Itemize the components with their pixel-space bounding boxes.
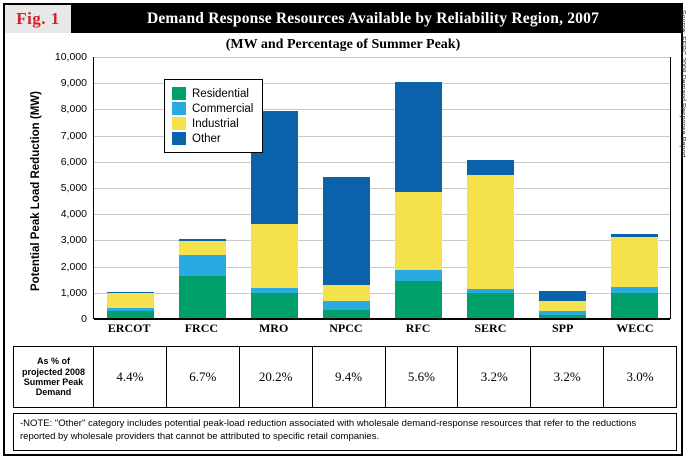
percent-cell: 3.2% bbox=[458, 347, 531, 407]
stacked-bar[interactable] bbox=[611, 234, 658, 318]
bar-segment-residential bbox=[251, 293, 298, 318]
x-tick-label: ERCOT bbox=[107, 321, 151, 335]
stacked-bar[interactable] bbox=[179, 239, 226, 318]
x-tick-label: NPCC bbox=[329, 321, 363, 335]
bar-segment-residential bbox=[539, 315, 586, 318]
bar-segment-industrial bbox=[251, 224, 298, 288]
bar-segment-industrial bbox=[107, 293, 154, 309]
stacked-bar[interactable] bbox=[395, 82, 442, 318]
legend-label-industrial: Industrial bbox=[192, 117, 239, 130]
percent-cell: 5.6% bbox=[386, 347, 459, 407]
x-tick-label: SERC bbox=[474, 321, 507, 335]
y-tick-label: 1,000 bbox=[60, 286, 87, 299]
percent-cell: 20.2% bbox=[240, 347, 313, 407]
legend-item bbox=[172, 87, 253, 100]
bar-cell bbox=[454, 57, 526, 318]
x-tick-label: MRO bbox=[258, 321, 289, 335]
percent-table-cells bbox=[94, 347, 676, 407]
stacked-bar[interactable] bbox=[323, 177, 370, 318]
bar-cell bbox=[310, 57, 382, 318]
percent-cell: 3.0% bbox=[626, 369, 654, 384]
stacked-bar[interactable] bbox=[539, 291, 586, 318]
y-tick-label: 6,000 bbox=[60, 155, 87, 168]
percent-table bbox=[13, 346, 677, 408]
bar-segment-industrial bbox=[323, 285, 370, 301]
bar-segment-industrial bbox=[611, 237, 658, 287]
bar-segment-other bbox=[467, 160, 514, 176]
legend-label-residential: Residential bbox=[192, 87, 249, 100]
legend-label-other: Other bbox=[192, 132, 221, 145]
percent-cell: 3.2% bbox=[531, 347, 604, 407]
figure-title: Demand Response Resources Available by Reliability Region, 2007 bbox=[146, 10, 600, 27]
percent-table-row-header-text: As % of projected 2008 Summer Peak Demand bbox=[21, 356, 86, 398]
bar-segment-residential bbox=[467, 293, 514, 318]
bar-segment-other bbox=[323, 177, 370, 286]
bar-segment-other bbox=[539, 291, 586, 301]
stacked-bar[interactable] bbox=[107, 292, 154, 318]
x-tick-label: WECC bbox=[616, 321, 654, 335]
y-tick-label: 3,000 bbox=[60, 234, 87, 247]
figure-number-box bbox=[5, 5, 71, 33]
bar-segment-industrial bbox=[467, 175, 514, 289]
source-credit: Source: FERC 2008 Demand Response Report bbox=[679, 10, 686, 158]
legend-item bbox=[172, 102, 253, 115]
percent-cell: 4.4% bbox=[94, 347, 167, 407]
legend-swatch-residential bbox=[172, 87, 186, 100]
percent-table-row-header bbox=[14, 347, 94, 407]
x-tick-label: RFC bbox=[405, 321, 431, 335]
bar-segment-commercial bbox=[323, 301, 370, 310]
y-tick-label: 4,000 bbox=[60, 208, 87, 221]
y-axis-ticks bbox=[37, 51, 91, 325]
bar-segment-residential bbox=[107, 311, 154, 318]
y-axis-title-text: Potential Peak Load Reduction (MW) bbox=[30, 91, 42, 291]
y-tick-label: 5,000 bbox=[60, 182, 87, 194]
bar-segment-industrial bbox=[539, 301, 586, 311]
y-tick-label: 2,000 bbox=[60, 260, 87, 273]
x-tick-label: SPP bbox=[551, 321, 574, 335]
bar-segment-residential bbox=[395, 281, 442, 318]
chart-container bbox=[13, 51, 677, 345]
legend-label-commercial: Commercial bbox=[192, 102, 254, 115]
y-tick-label: 10,000 bbox=[54, 51, 87, 63]
bar-segment-industrial bbox=[395, 192, 442, 269]
figure-subtitle: (MW and Percentage of Summer Peak) bbox=[225, 37, 461, 52]
percent-cell: 9.4% bbox=[313, 347, 386, 407]
legend-swatch-other bbox=[172, 132, 186, 145]
y-axis-title bbox=[11, 57, 42, 345]
bar-cell bbox=[94, 57, 166, 318]
bar-cell bbox=[382, 57, 454, 318]
y-tick-label: 9,000 bbox=[60, 77, 87, 90]
legend-swatch-industrial bbox=[172, 117, 186, 130]
plot-area bbox=[93, 57, 671, 319]
figure-note: -NOTE: "Other" category includes potential peak-load reduction associated with wholesale demand-response resources that refer to the reductions reported by wholesale providers that cannot be attributed to specific retail companies. bbox=[13, 413, 677, 451]
figure-number-label: Fig. 1 bbox=[16, 9, 60, 28]
x-axis-labels bbox=[93, 321, 671, 343]
y-tick-label: 0 bbox=[81, 313, 87, 325]
bar-segment-commercial bbox=[179, 255, 226, 276]
figure-header bbox=[5, 5, 681, 33]
y-tick-label: 8,000 bbox=[60, 103, 87, 116]
bar-segment-other bbox=[395, 82, 442, 192]
y-tick-label: 7,000 bbox=[60, 129, 87, 142]
bar-segment-residential bbox=[323, 310, 370, 318]
legend-item bbox=[172, 117, 253, 130]
gridline bbox=[94, 319, 670, 320]
stacked-bar[interactable] bbox=[467, 160, 514, 318]
bar-segment-industrial bbox=[179, 241, 226, 255]
percent-cell: 6.7% bbox=[167, 347, 240, 407]
legend-swatch-commercial bbox=[172, 102, 186, 115]
plot-outer bbox=[37, 51, 677, 345]
figure-frame bbox=[3, 3, 683, 456]
chart-legend bbox=[164, 79, 263, 153]
bar-segment-residential bbox=[179, 276, 226, 318]
bar-cell bbox=[526, 57, 598, 318]
bar-segment-commercial bbox=[395, 270, 442, 282]
bar-cell bbox=[598, 57, 670, 318]
x-tick-label: FRCC bbox=[184, 321, 219, 335]
bar-segment-residential bbox=[611, 293, 658, 318]
legend-item bbox=[172, 132, 253, 145]
